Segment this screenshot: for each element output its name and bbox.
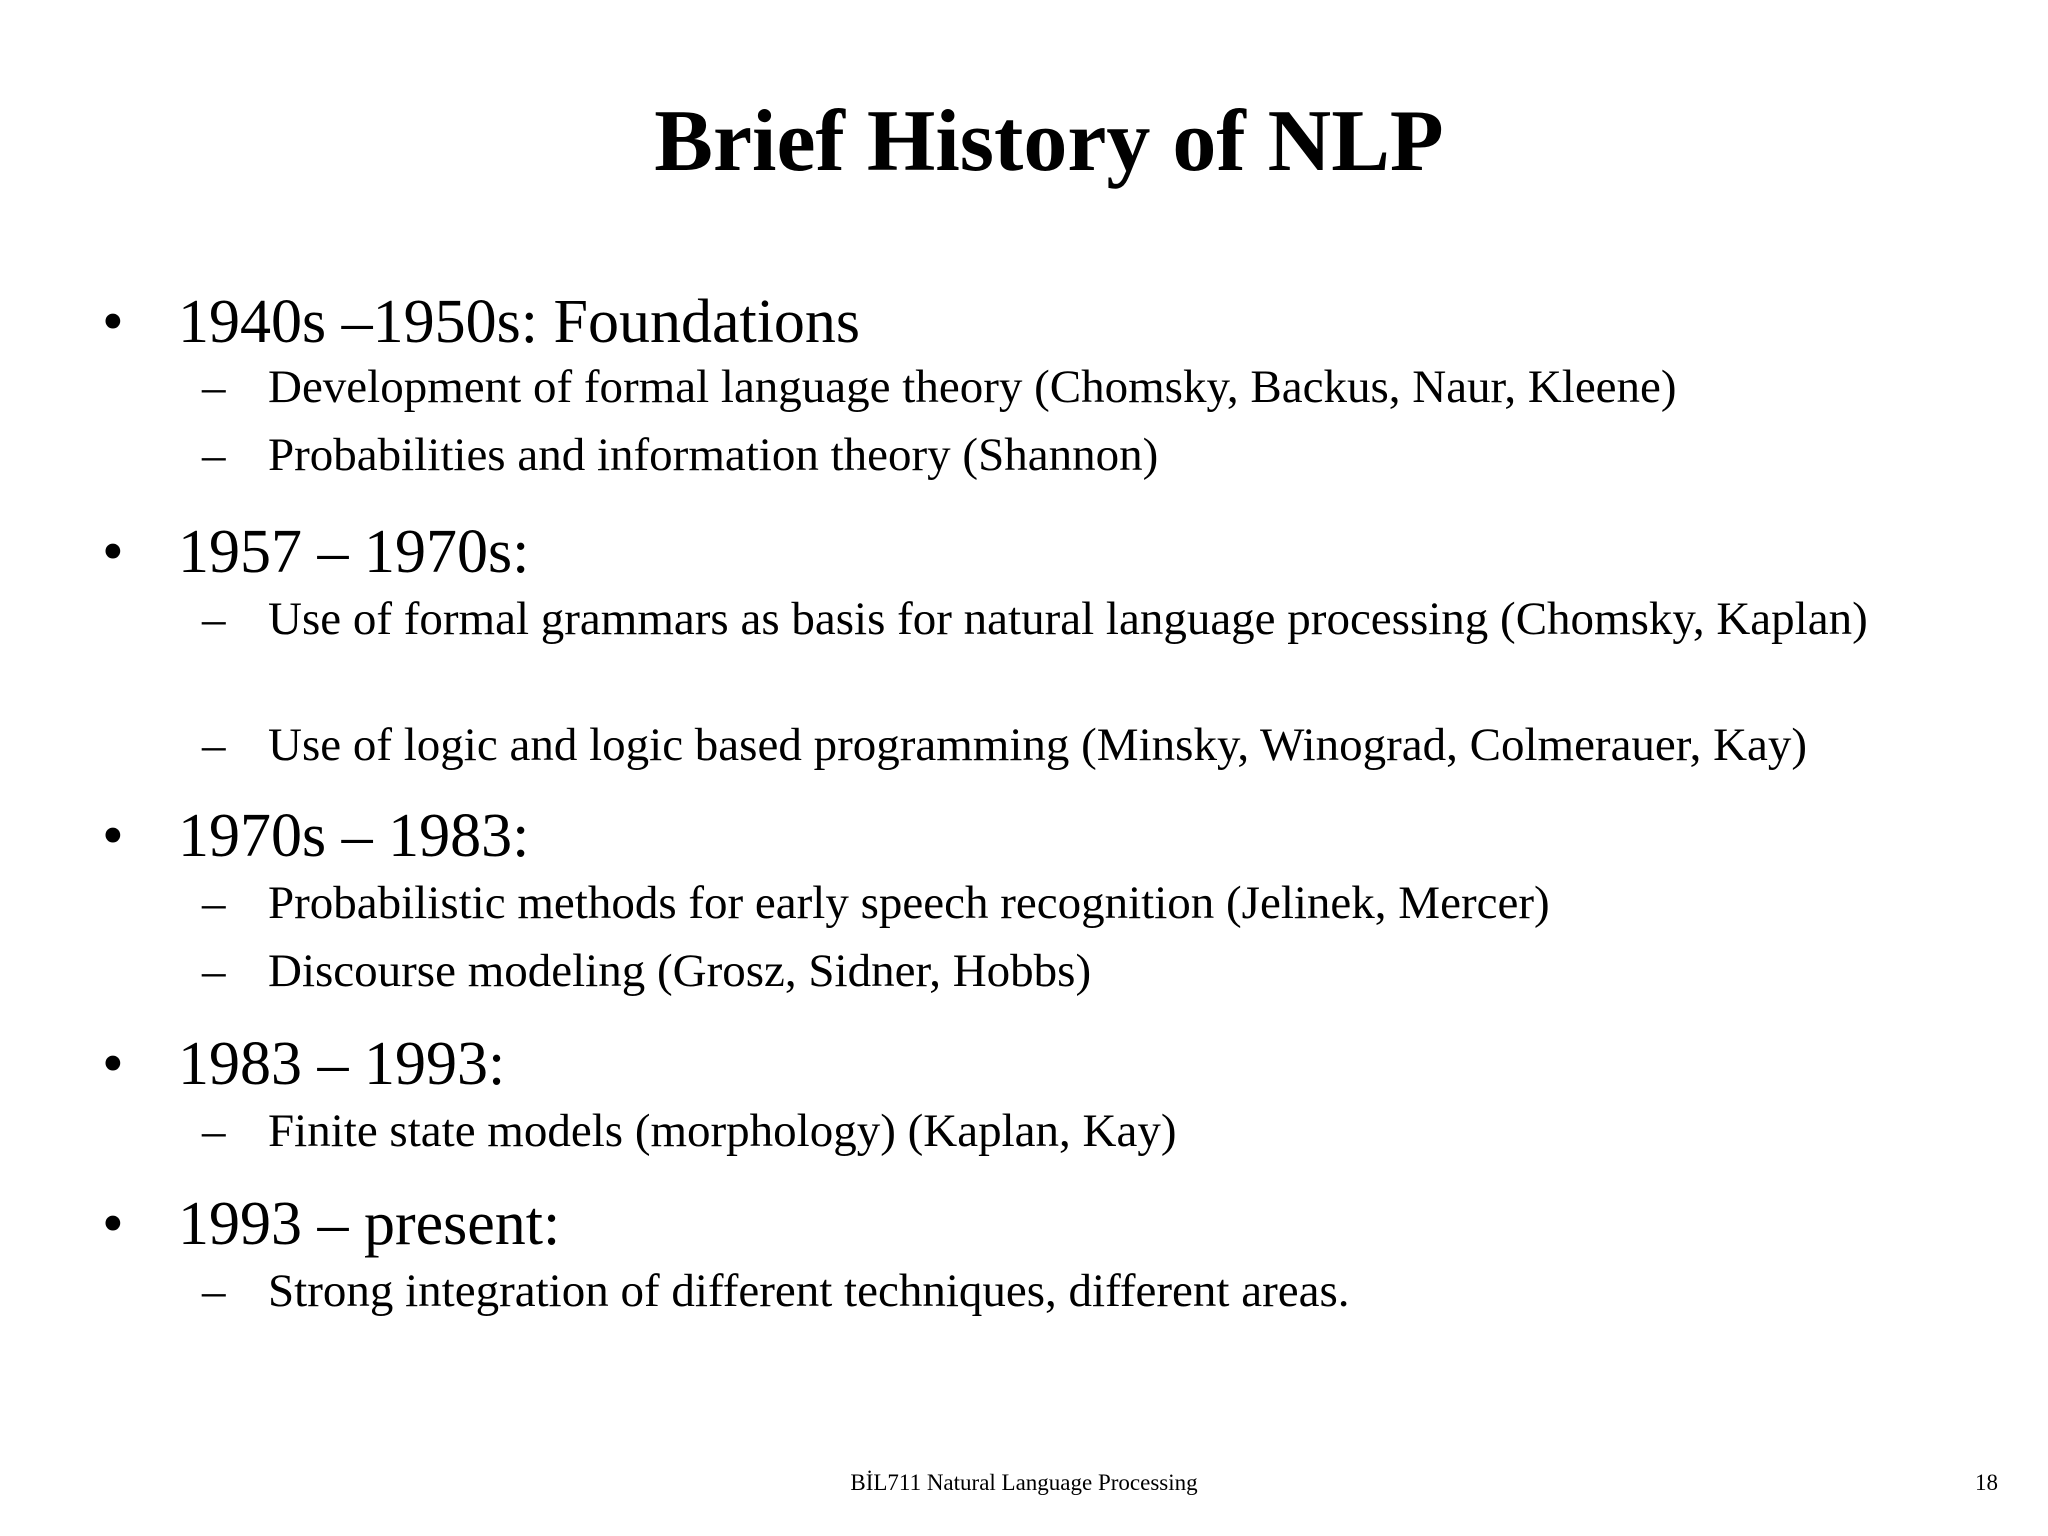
sub-item [0, 426, 2048, 494]
dash-icon: – [202, 1105, 226, 1157]
section-heading-row [0, 512, 2048, 592]
bullet-icon: • [102, 1030, 124, 1098]
sub-item [0, 942, 2048, 1010]
dash-icon: – [202, 593, 226, 645]
section-heading-row [0, 796, 2048, 876]
bullet-icon: • [102, 288, 124, 356]
bullet-icon: • [102, 518, 124, 586]
sub-item-text: Use of formal grammars as basis for natural language processing (Chomsky, Kaplan) [268, 593, 1868, 645]
section-heading: 1970s – 1983: [178, 802, 530, 870]
sub-item [0, 590, 2048, 716]
sub-item [0, 1102, 2048, 1170]
slide-title: Brief History of NLP [654, 93, 1444, 190]
sub-item [0, 874, 2048, 942]
bullet-icon: • [102, 802, 124, 870]
section-heading: 1983 – 1993: [178, 1030, 506, 1098]
bullet-icon: • [102, 1190, 124, 1258]
section-heading-row [0, 282, 2048, 362]
history-section-1993 [0, 1184, 2048, 1330]
dash-icon: – [202, 1265, 226, 1317]
section-heading-row [0, 1024, 2048, 1104]
dash-icon: – [202, 429, 226, 481]
sub-item-text: Finite state models (morphology) (Kaplan, Kay) [268, 1105, 1177, 1157]
page-number: 18 [1975, 1470, 1998, 1495]
dash-icon: – [202, 719, 226, 771]
sub-item-text: Use of logic and logic based programming (Minsky, Winograd, Colmerauer, Kay) [268, 719, 1808, 771]
section-heading: 1993 – present: [178, 1190, 561, 1258]
sub-item-text: Development of formal language theory (Chomsky, Backus, Naur, Kleene) [268, 361, 1677, 413]
history-section-1983 [0, 1024, 2048, 1170]
dash-icon: – [202, 945, 226, 997]
dash-icon: – [202, 361, 226, 413]
dash-icon: – [202, 877, 226, 929]
history-section-1957 [0, 512, 2048, 784]
section-heading: 1957 – 1970s: [178, 518, 530, 586]
sub-item [0, 1262, 2048, 1330]
history-section-1940s [0, 282, 2048, 494]
sub-item-text: Probabilistic methods for early speech recognition (Jelinek, Mercer) [268, 877, 1550, 929]
section-heading: 1940s –1950s: Foundations [178, 288, 861, 356]
sub-item [0, 358, 2048, 426]
history-section-1970s [0, 796, 2048, 1010]
footer-course-label: BİL711 Natural Language Processing [850, 1470, 1198, 1495]
sub-item-text: Strong integration of different techniques, different areas. [268, 1265, 1350, 1317]
sub-item-text: Probabilities and information theory (Shannon) [268, 429, 1159, 481]
sub-item-text: Discourse modeling (Grosz, Sidner, Hobbs) [268, 945, 1092, 997]
section-heading-row [0, 1184, 2048, 1264]
sub-item [0, 716, 2048, 784]
